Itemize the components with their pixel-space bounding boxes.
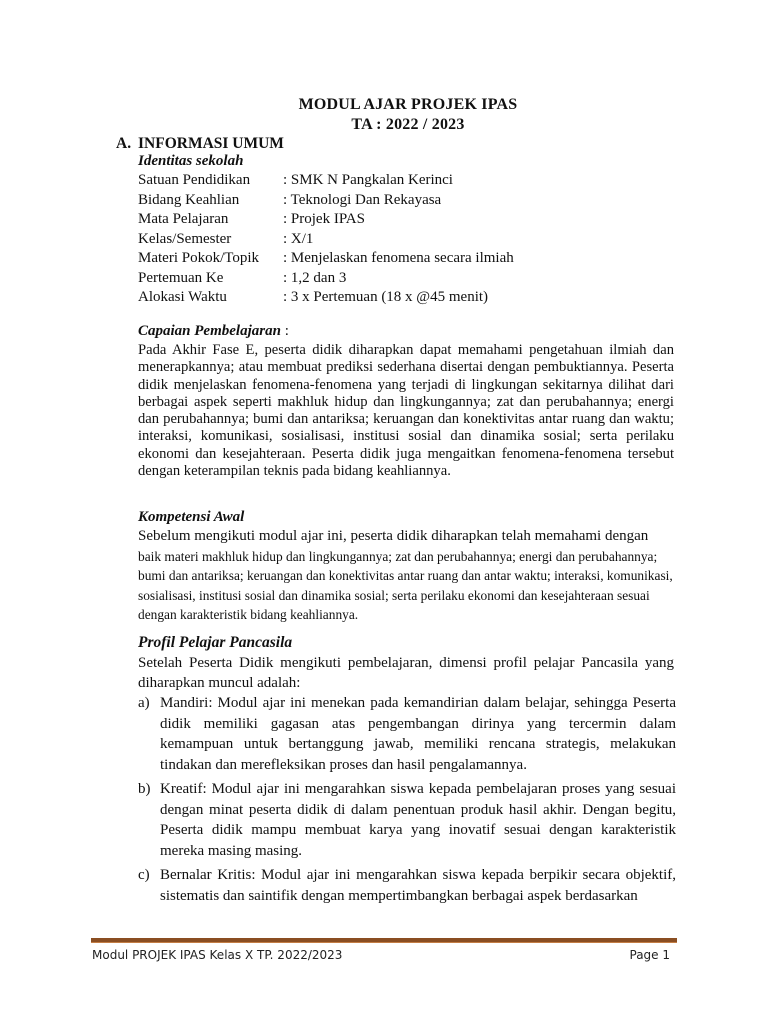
- identity-row: [138, 230, 313, 250]
- kompetensi-first-line: Sebelum mengikuti modul ajar ini, peserta didik diharapkan telah memahami dengan: [138, 528, 649, 544]
- identity-value: : SMK N Pangkalan Kerinci: [283, 172, 453, 188]
- list-item: [138, 779, 676, 861]
- kompetensi-paragraph: baik materi makhluk hidup dan lingkungannya; zat dan perubahannya; energi dan perubahannya; bumi dan antariksa; keruangan dan konektivitas antar ruang dan antar waktu; interaksi, komunikasi, sosialisasi, institusi sosial dan dinamika sosial; serta perilaku ekonomi dan kesejahteraan sesuai dengan karakteristik bidang keahliannya.: [138, 549, 673, 622]
- identity-label: Mata Pelajaran: [138, 211, 229, 227]
- academic-year: TA : 2022 / 2023: [351, 116, 465, 133]
- document-title: MODUL AJAR PROJEK IPAS: [298, 96, 518, 113]
- identity-row: [138, 171, 453, 191]
- identity-row: [138, 249, 514, 269]
- capaian-heading: [138, 323, 289, 340]
- identity-label: Kelas/Semester: [138, 230, 232, 247]
- identity-heading: Identitas sekolah: [138, 153, 244, 169]
- profil-intro: Setelah Peserta Didik mengikuti pembelajaran, dimensi profil pelajar Pancasila yang diharapkan muncul adalah:: [138, 655, 674, 691]
- list-marker: c): [138, 867, 150, 883]
- kompetensi-heading: Kompetensi Awal: [138, 509, 245, 525]
- list-item-text: Mandiri: Modul ajar ini menekan pada kemandirian dalam belajar, sehingga Peserta didik memiliki gagasan atas pengembangan dirinya yang tercermin dalam kemampuan untuk bertanggung jawab, memiliki rencana strategis, melakukan tindakan dan merefleksikan proses dan hasil pengalamannya.: [160, 695, 676, 773]
- identity-label: Bidang Keahlian: [138, 191, 240, 208]
- identity-value: : 1,2 dan 3: [283, 269, 347, 286]
- list-marker: b): [138, 781, 151, 797]
- identity-value: : 3 x Pertemuan (18 x @45 menit): [283, 289, 489, 305]
- capaian-heading-text: Capaian Pembelajaran: [138, 323, 281, 339]
- identity-label: Pertemuan Ke: [138, 269, 224, 286]
- list-marker: a): [138, 695, 150, 711]
- identity-label: Alokasi Waktu: [138, 289, 227, 305]
- section-a-heading: [116, 135, 284, 153]
- page-number: Page 1: [629, 948, 670, 962]
- section-title: INFORMASI UMUM: [138, 135, 284, 152]
- identity-value: : X/1: [283, 230, 314, 247]
- identity-label: Satuan Pendidikan: [138, 172, 251, 188]
- capaian-paragraph: Pada Akhir Fase E, peserta didik diharapkan dapat memahami pengetahuan ilmiah dan menerapkannya; atau membuat prediksi sederhana disertai dengan pembuktiannya. Peserta didik menjelaskan fenomena-fenomena yang terjadi di lingkungan sekitarnya dilihat dari berbagai aspek seperti makhluk hidup dan lingkungannya; zat dan perubahannya; energi dan perubahannya; bumi dan antariksa; keruangan dan konektivitas antar ruang dan waktu; interaksi, komunikasi, sosialisasi, institusi sosial dan dinamika sosial; serta perilaku ekonomi dan kesejahteraan. Peserta didik juga mengaitkan fenomena-fenomena tersebut dengan keterampilan teknis pada bidang keahliannya.: [138, 342, 674, 480]
- footer-divider: [91, 938, 677, 943]
- identity-value: : Teknologi Dan Rekayasa: [283, 191, 442, 208]
- identity-row: [138, 191, 441, 211]
- identity-row: [138, 210, 365, 230]
- identity-value: : Projek IPAS: [283, 211, 365, 227]
- identity-row: [138, 288, 488, 308]
- section-letter: A.: [116, 135, 132, 152]
- list-item: [138, 865, 676, 906]
- profil-heading: Profil Pelajar Pancasila: [138, 634, 293, 651]
- capaian-heading-colon: :: [280, 323, 289, 339]
- footer-document-label: Modul PROJEK IPAS Kelas X TP. 2022/2023: [92, 948, 343, 962]
- identity-value: : Menjelaskan fenomena secara ilmiah: [283, 250, 514, 266]
- identity-label: Materi Pokok/Topik: [138, 250, 260, 266]
- profil-list: [138, 693, 676, 910]
- list-item-text: Kreatif: Modul ajar ini mengarahkan siswa kepada pembelajaran proses yang sesuai dengan minat peserta didik di dalam penentuan produk hasil akhir. Dengan begitu, Peserta didik mampu membuat karya yang inovatif sesuai dengan karakteristik mereka masing masing.: [160, 781, 676, 859]
- list-item: [138, 693, 676, 775]
- identity-row: [138, 269, 346, 289]
- list-item-text: Bernalar Kritis: Modul ajar ini mengarahkan siswa kepada berpikir secara objektif, sistematis dan saintifik dengan mempertimbangkan berbagai aspek berdasarkan: [160, 867, 676, 904]
